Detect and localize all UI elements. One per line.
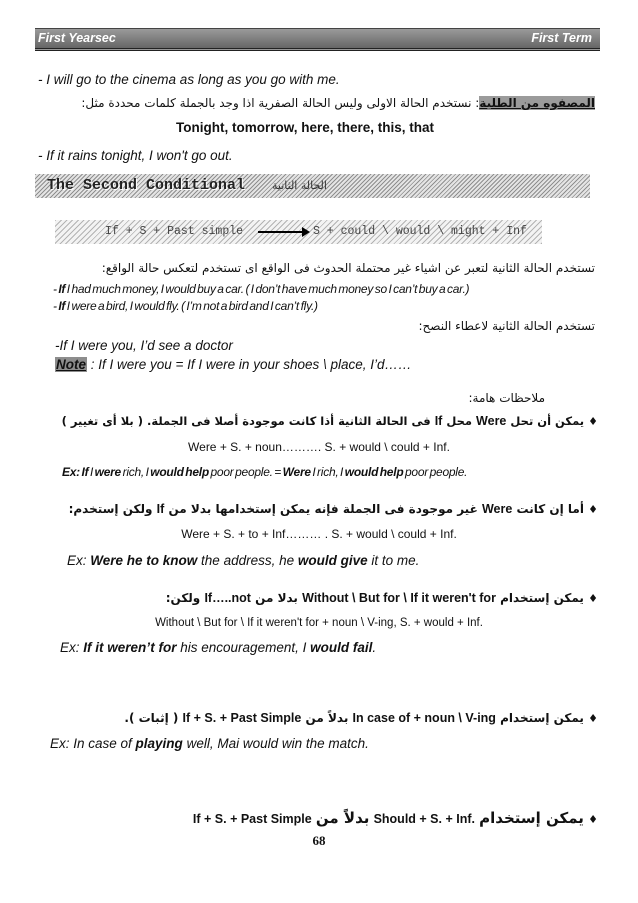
rule-1-formula: Were + S. + noun………. S. + would \ could + Inf. [188,440,450,454]
advice-example: -If I were you, I’d see a doctor [55,338,233,353]
example-part: would help [344,465,404,479]
tip-text: : نستخدم الحالة الاولى وليس الحالة الصفرية اذا وجد بالجملة كلمات محددة مثل: [81,96,480,110]
rule-text: غير موجودة فى الجملة فإنه يمكن إستخدامها بدلا من [168,502,478,516]
example-part: rich, I [120,465,151,479]
example-part: Ex: [60,640,84,655]
rule-text: ولكن: [165,591,201,605]
diamond-bullet-icon [588,812,598,826]
page-header [35,28,600,51]
rule-4 [124,709,598,727]
rule-text: ولكن إستخدم: [68,502,153,516]
example-part: well, Mai would win the match. [182,736,369,751]
rule-5 [193,809,598,827]
rule-text: ( إثبات ). [124,711,179,725]
rule-4-example [50,735,369,753]
formula-box [55,220,542,244]
section-header [35,174,590,198]
example-part: Ex: [62,465,82,479]
example-part: would help [150,465,209,479]
rule-text: بدلاً من [315,809,370,827]
rule-text: يمكن إستخدام [500,711,584,725]
rule-term: If + S. + Past Simple [192,812,312,826]
tip-line [81,94,595,112]
tip-label: المصفوه من الطلبة [479,96,595,110]
header-year: First Yearsec [38,31,116,45]
rule-term: In case of + noun \ V-ing [352,711,496,725]
section-title: The Second Conditional [47,177,246,194]
rule-term: Should + S. + Inf. [373,812,475,826]
usage-advice: تستخدم الحالة الثانية لاعطاء النصح: [418,319,595,333]
note-text: : If I were you = If I were in your shoes \ place, I’d…… [87,357,412,372]
diamond-bullet-icon [588,414,598,428]
first-conditional-example: - I will go to the cinema as long as you go with me. [38,72,340,87]
example-part: were [94,465,121,479]
example-text: I had much money, I would buy a car. ( I don’t have much money so I can’t buy a car.) [65,282,470,296]
money-example [53,280,469,298]
example-part: Ex: [67,553,91,568]
rule-1-example [62,463,467,481]
rule-term: If [434,414,443,428]
rule-2 [69,500,598,518]
keywords-line: Tonight, tomorrow, here, there, this, that [175,120,434,135]
rule-term: If [156,502,165,516]
rule-term: Were [476,414,507,428]
arrow-right-icon [258,231,302,233]
note-line [55,356,412,374]
diamond-bullet-icon [588,591,598,605]
page-number: 68 [312,833,326,848]
rule-term: If + S. + Past Simple [182,711,302,725]
bird-example [53,297,318,315]
example-part: his encouragement, I [176,640,311,655]
example-part: poor people. = [208,465,283,479]
diamond-bullet-icon [588,502,598,516]
rule-2-example [67,552,419,570]
example-part: I [88,465,95,479]
example-part: Were he to know [90,553,198,568]
rule-text: فى الحالة الثانية أذا كانت موجودة أصلا فى الجملة. ( بلا أى تغيير ) [61,414,431,428]
rule-2-formula: Were + S. + to + Inf……… . S. + would \ could + Inf. [181,527,457,541]
rule-3-formula: Without \ But for \ If it weren't for + noun \ V-ing, S. + would + Inf. [155,617,483,629]
example-part: playing [135,736,183,751]
example-part: If [81,465,89,479]
example-text: I were a bird, I would fly. ( I’m not a bird and I can’t fly.) [65,299,318,313]
example-part: Ex: In case of [50,736,136,751]
example-dash: - [53,282,59,296]
rule-text: بدلا من [255,591,298,605]
rule-text: يمكن أن تحل [510,414,585,428]
formula-condition: If + S + Past simple [105,225,244,238]
rule-term: If…..not [204,591,251,605]
example-part: poor people. [403,465,468,479]
example-part: I rich, I [310,465,345,479]
rule-1 [62,412,598,430]
diamond-bullet-icon [588,711,598,725]
rule-3-example [60,639,376,657]
example-part: the address, he [197,553,298,568]
rule-term: Without \ But for \ If it weren't for [302,591,496,605]
example-dash: - [53,299,59,313]
important-notes-title: ملاحظات هامة: [468,391,545,405]
rule-text: أما إن كانت [516,502,584,516]
example-part: it to me. [367,553,420,568]
header-term: First Term [531,31,592,45]
example-part: Were [282,465,311,479]
rule-text: بدلاً من [305,711,349,725]
example-part: . [372,640,377,655]
usage-unreal: تستخدم الحالة الثانية لتعبر عن اشياء غير محتملة الحدوث فى الواقع اى تستخدم لتعكس حالة الواقع: [101,261,595,275]
formula-result: S + could \ would \ might + Inf [313,225,527,238]
note-label: Note [56,357,86,372]
example-part: would give [297,553,368,568]
rule-text: يمكن إستخدام [500,591,584,605]
example-if: If [58,282,66,296]
rule-3 [166,589,598,607]
rule-term: Were [481,502,513,516]
rule-text: يمكن إستخدام [479,809,584,827]
section-title-arabic: الحالة الثانية [272,179,327,192]
rule-text: محل [446,414,473,428]
example-part: If it weren’t for [83,640,177,655]
example-part: would fail [310,640,373,655]
rain-example: - If it rains tonight, I won't go out. [38,148,233,163]
example-if: If [58,299,66,313]
